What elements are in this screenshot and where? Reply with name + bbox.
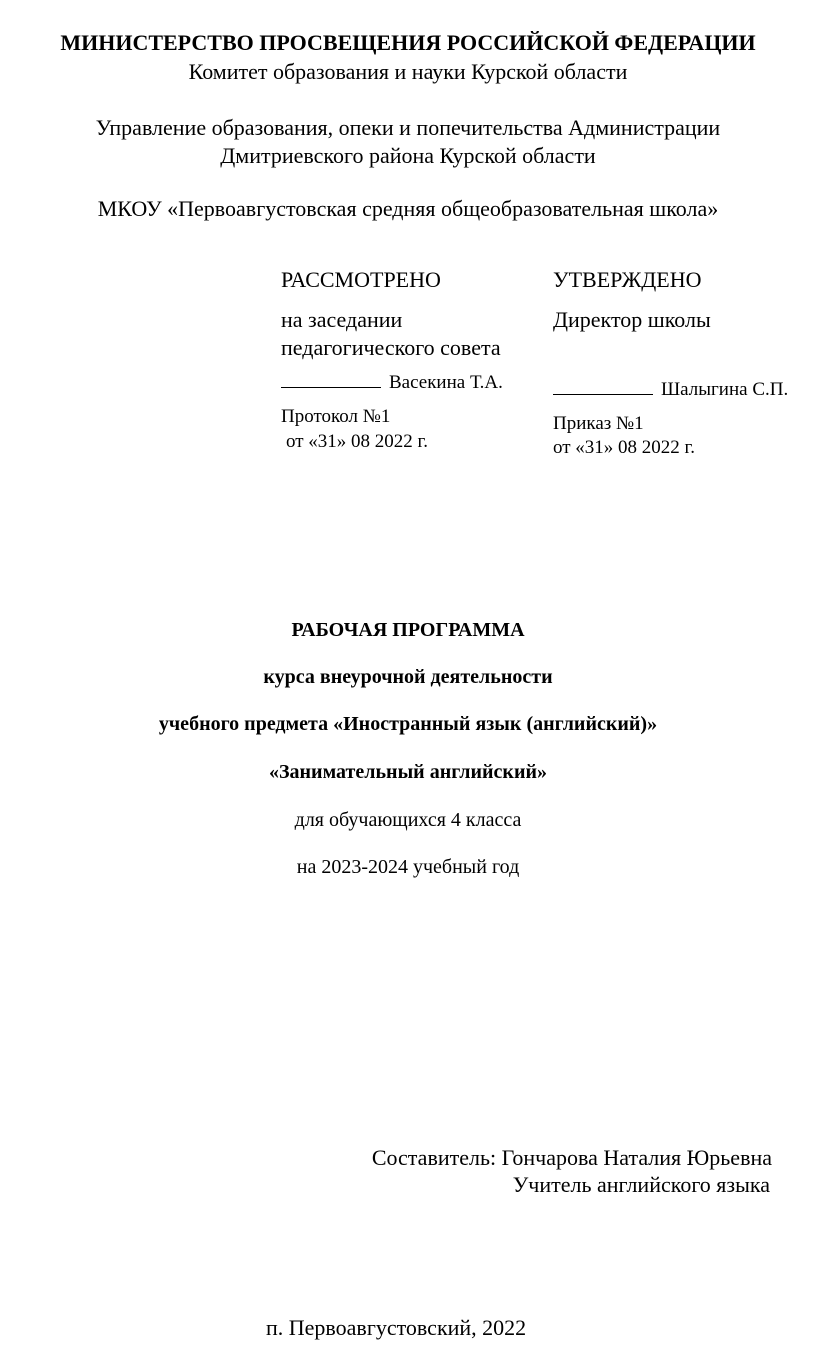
approved-order: Приказ №1 — [553, 413, 644, 434]
footer-place-year: п. Первоавгустовский, 2022 — [266, 1315, 527, 1340]
reviewed-date: от «31» 08 2022 г. — [286, 431, 428, 452]
school-name: МКОУ «Первоавгустовская средняя общеобразовательная школа» — [97, 196, 719, 221]
approved-signature-row — [553, 376, 788, 401]
author-position: Учитель английского языка — [512, 1172, 770, 1197]
approved-title: УТВЕРЖДЕНО — [553, 267, 702, 292]
author-name: Составитель: Гончарова Наталия Юрьевна — [371, 1145, 772, 1170]
reviewed-line-2: педагогического совета — [281, 335, 501, 360]
program-title: РАБОЧАЯ ПРОГРАММА — [291, 619, 525, 641]
reviewed-protocol: Протокол №1 — [281, 406, 391, 427]
program-year: на 2023-2024 учебный год — [296, 856, 520, 878]
reviewed-signature-line — [281, 369, 381, 388]
department-line-1: Управление образования, опеки и попечительства Администрации — [95, 115, 721, 140]
reviewed-signature-row — [281, 369, 503, 394]
department-line-2: Дмитриевского района Курской области — [220, 143, 596, 168]
committee-line: Комитет образования и науки Курской области — [188, 59, 628, 84]
approved-signatory: Шалыгина С.П. — [661, 379, 789, 400]
program-audience: для обучающихся 4 класса — [294, 809, 522, 831]
ministry-heading: МИНИСТЕРСТВО ПРОСВЕЩЕНИЯ РОССИЙСКОЙ ФЕДЕРАЦИИ — [60, 30, 756, 55]
approved-date: от «31» 08 2022 г. — [553, 437, 695, 458]
approved-line-1: Директор школы — [553, 307, 711, 332]
program-name: «Занимательный английский» — [268, 761, 548, 783]
reviewed-title: РАССМОТРЕНО — [281, 267, 441, 292]
reviewed-line-1: на заседании — [281, 307, 403, 332]
approved-signature-line — [553, 376, 653, 395]
reviewed-signatory: Васекина Т.А. — [389, 372, 503, 393]
program-subject: учебного предмета «Иностранный язык (английский)» — [158, 713, 658, 735]
program-course: курса внеурочной деятельности — [263, 666, 553, 688]
